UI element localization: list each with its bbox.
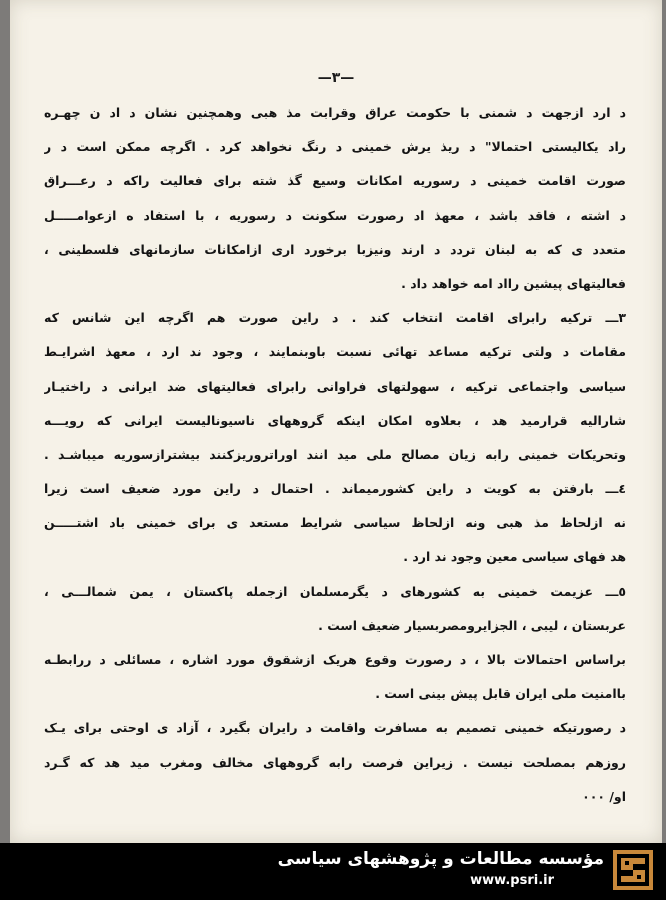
text-line: براساس احتمالات بالا ، د رصورت وقوع هریک ازشقوق مورد اشاره ، مسائلی د ررابطـه [44,652,626,667]
text-line: راد یکالیستی احتمالا" د ریذ یرش خمینی د رنگ نخواهد کرد . اگرچه ممکن است د ر [44,139,626,155]
text-line: ٤ـــ بارفتن به کویت د راین کشورمیماند . احتمال د راین مورد ضعیف است زیرا [44,481,626,497]
text-line: د اشته ، فاقد باشد ، معهذ اد رصورت سکونت د رسوریه ، با استفاد ه ازعوامـــــل [44,207,626,223]
text-line: د رصورتیکه خمینی تصمیم به مسافرت واقامت د رایران بگیرد ، آزاد ی اوحتی برای یـک [44,720,626,736]
text-line: ٣ـــ ترکیه رابرای اقامت انتخاب کند . د راین صورت هم اگرچه این شانس که [44,310,626,326]
text-line: د ارد ازجهت د شمنی با حکومت عراق وقرابت مذ هبی وهمچنین نشان د اد ن چهـره [44,105,626,120]
text-line: باامنیت ملی ایران قابل پیش بینی است . [375,686,626,702]
institute-footer [0,843,666,900]
text-line: شارالیه قرارمید هد ، بعلاوه امکان اینکه گروههای ناسیونالیست ایرانی که رویـــه [44,412,626,428]
text-line: متعدد ی که به لبنان تردد د ارند ونیزبا برخورد اری ازامکانات سازمانهای فلسطینی ، [44,241,626,257]
text-line: هد فهای سیاسی معین وجود ند ارد . [403,549,626,565]
text-line: مقامات د ولتی ترکیه مساعد تهائی نسبت باوبنمایند ، وجود ند ارد ، معهذ اشرایـط [44,344,626,360]
psri-logo-icon [612,849,654,891]
page-number: —٣— [317,70,355,86]
text-line: روزهم بمصلحت نیست . زیراین فرصت رابه گروههای مخالف ومغرب مید هد که گـرد [44,754,626,770]
institute-url[interactable]: www.psri.ir [470,873,554,888]
text-line: نه ازلحاظ مذ هبی ونه ازلحاظ سیاسی شرایط مستعد ی برای خمینی باد اشتـــــن [44,515,626,531]
continuation-marker: او/ ٠٠٠ [582,788,626,804]
document-body [44,96,626,814]
text-line: فعالیتهای پیشین رااد امه خواهد داد . [401,275,626,291]
text-line: عربستان ، لیبی ، الجزایرومصربسیار ضعیف است . [318,617,626,633]
text-line: سیاسی واجتماعی ترکیه ، سهولتهای فراوانی رابرای فعالیتهای ضد ایرانی د راختیـار [44,378,626,394]
institute-name: مؤسسه مطالعات و پژوهشهای سیاسی [277,849,604,869]
text-line: وتحریکات خمینی رابه زیان مصالح ملی مید انند اوراتروریزکنند بیشترازسوریه میباشـد . [44,446,626,462]
text-line: ٥ـــ عزیمت خمینی به کشورهای د یگرمسلمان ازجمله پاکستان ، یمن شمالـــی ، [44,583,626,599]
scanned-page [10,0,662,843]
text-line: صورت اقامت خمینی د رسوریه امکانات وسیع گذ شته برای فعالیت راکه د رعـــراق [44,173,626,189]
